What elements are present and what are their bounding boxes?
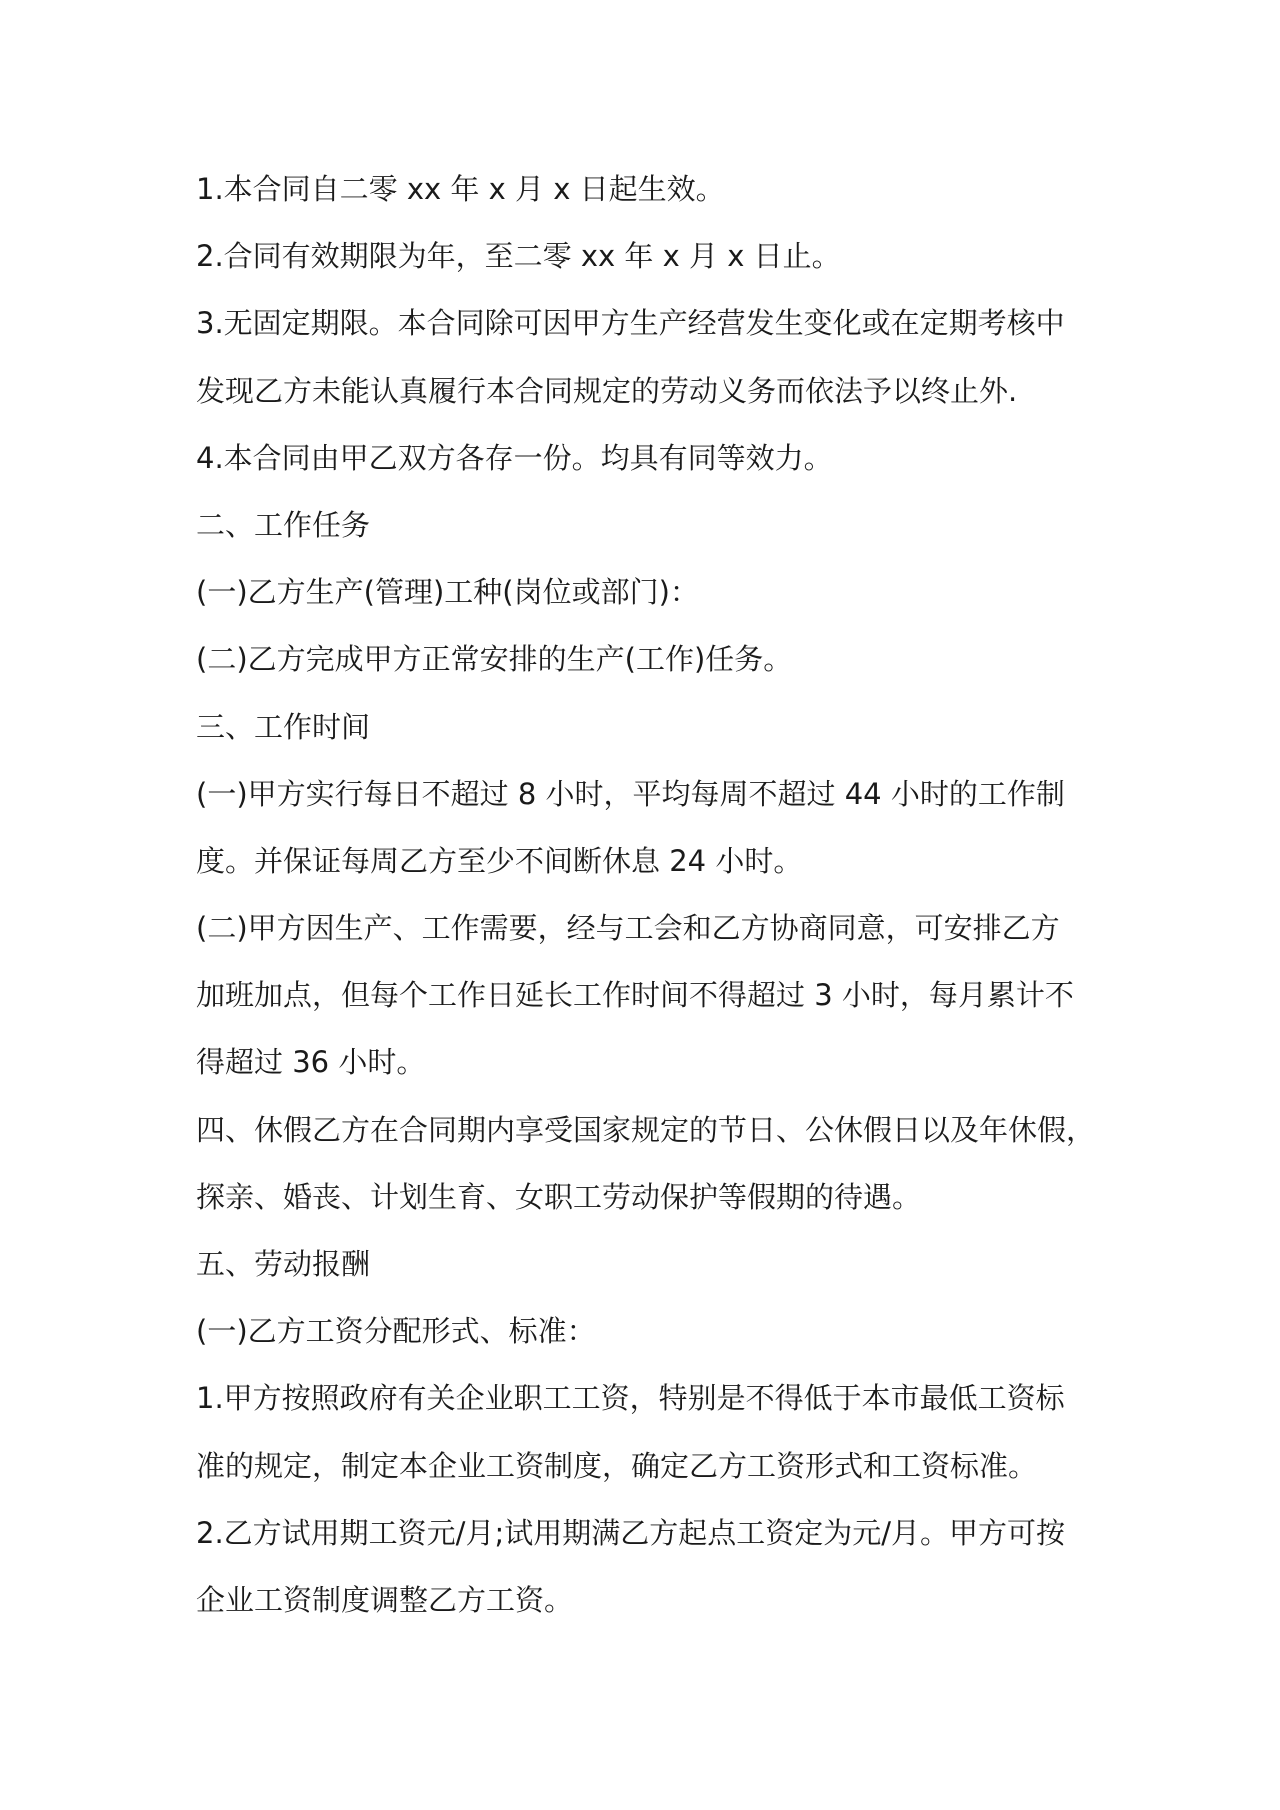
clause-wage-form: (一)乙方工资分配形式、标准： [196, 1314, 596, 1349]
clause-no-fixed-term: 3.无固定期限。本合同除可因甲方生产经营发生变化或在定期考核中 [196, 306, 1065, 341]
section-heading-remuneration: 五、劳动报酬 [196, 1247, 371, 1281]
clause-term-limit: 2.合同有效期限为年，至二零 xx 年 x 月 x 日止。 [196, 239, 841, 274]
section-holidays: 四、休假乙方在合同期内享受国家规定的节日、公休假日以及年休假， [196, 1112, 1096, 1147]
clause-complete-tasks: (二)乙方完成甲方正常安排的生产(工作)任务。 [196, 642, 793, 677]
clause-effective-date: 1.本合同自二零 xx 年 x 月 x 日起生效。 [196, 172, 725, 206]
clause-overtime-cont-1: 加班加点，但每个工作日延长工作时间不得超过 3 小时，每月累计不 [196, 978, 1074, 1013]
section-heading-work-tasks: 二、工作任务 [196, 507, 371, 542]
clause-copies: 4.本合同由甲乙双方各存一份。均具有同等效力。 [196, 440, 833, 475]
clause-probation-wage-cont: 企业工资制度调整乙方工资。 [196, 1582, 574, 1617]
section-heading-work-hours: 三、工作时间 [196, 709, 371, 744]
clause-overtime-cont-2: 得超过 36 小时。 [196, 1045, 426, 1080]
clause-no-fixed-term-cont: 发现乙方未能认真履行本合同规定的劳动义务而依法予以终止外. [196, 373, 1018, 408]
clause-daily-hours: (一)甲方实行每日不超过 8 小时，平均每周不超过 44 小时的工作制 [196, 776, 1065, 811]
clause-wage-standard-cont: 准的规定，制定本企业工资制度，确定乙方工资形式和工资标准。 [196, 1448, 1038, 1483]
clause-daily-hours-cont: 度。并保证每周乙方至少不间断休息 24 小时。 [196, 843, 803, 878]
document-body [196, 156, 1096, 1634]
section-holidays-cont: 探亲、婚丧、计划生育、女职工劳动保护等假期的待遇。 [196, 1179, 922, 1214]
clause-job-type: (一)乙方生产(管理)工种(岗位或部门)： [196, 575, 699, 610]
clause-overtime: (二)甲方因生产、工作需要，经与工会和乙方协商同意，可安排乙方 [196, 911, 1060, 946]
clause-wage-standard: 1.甲方按照政府有关企业职工工资，特别是不得低于本市最低工资标 [196, 1381, 1065, 1416]
clause-probation-wage: 2.乙方试用期工资元/月;试用期满乙方起点工资定为元/月。甲方可按 [196, 1515, 1065, 1550]
